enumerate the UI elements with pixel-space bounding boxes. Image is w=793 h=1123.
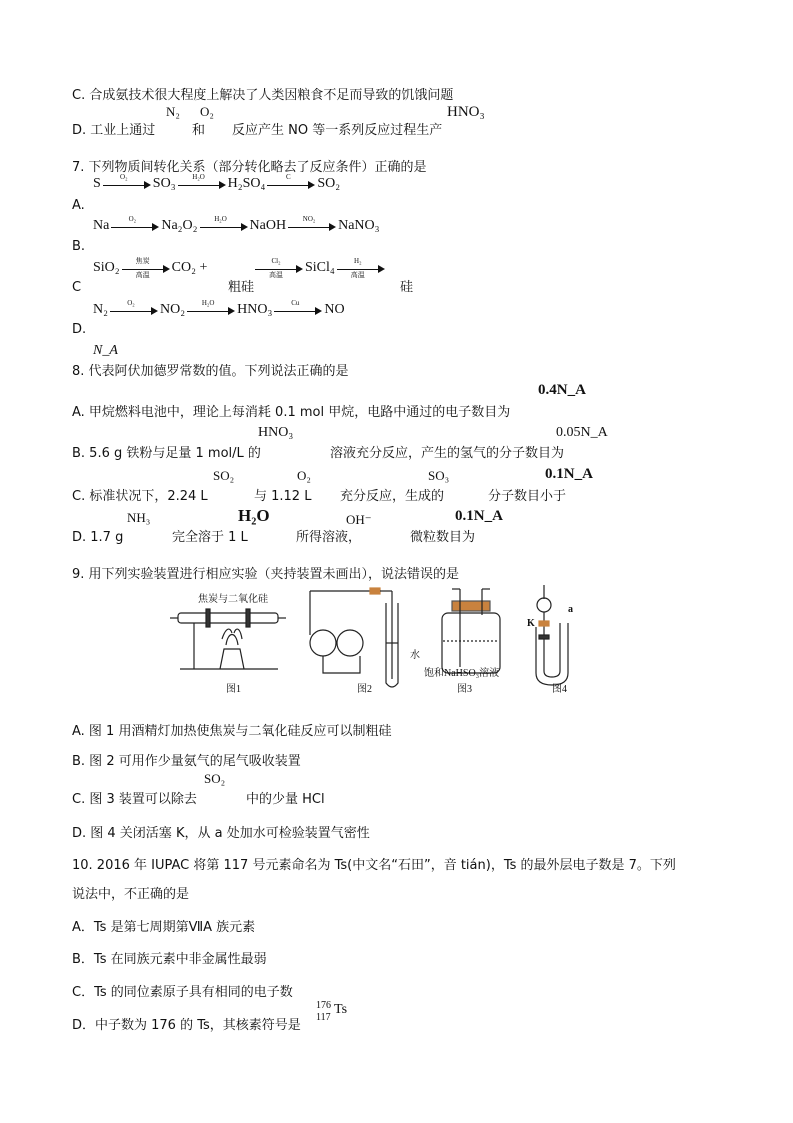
q8-d-h2o: H₂O	[238, 506, 270, 525]
q8-c-o2: O₂	[297, 468, 311, 483]
q8-b-value: 0.05N_A	[556, 425, 608, 440]
fig4-a-label: a	[568, 604, 573, 615]
arrow-icon: C	[267, 177, 315, 191]
q8-d-value: 0.1N_A	[455, 508, 503, 524]
hno3-formula: HNO₃	[447, 104, 485, 120]
arrow-icon: O₂	[110, 303, 158, 317]
q8-option-b-pre: B. 5.6 g 铁粉与足量 1 mol/L 的	[72, 446, 261, 461]
nuclide-mass-number: 176	[316, 1000, 331, 1011]
q6-option-c: C. 合成氨技术很大程度上解决了人类因粮食不足而导致的饥饿问题	[72, 88, 454, 103]
q10-option-d: D．中子数为 176 的 Ts，其核素符号是	[72, 1018, 301, 1033]
q7-option-d: D.	[72, 322, 87, 337]
chain-a-s1: S	[93, 176, 101, 191]
q10-stem-line1: 10. 2016 年 IUPAC 将第 117 号元素命名为 Ts(中文名“石田”，音 tián)，Ts 的最外层电子数是 7。下列	[72, 858, 676, 873]
arrow-icon: H₂ 高温	[337, 261, 385, 275]
q6-option-d-and: 和	[192, 123, 206, 138]
n2-formula: N₂	[166, 104, 180, 119]
fig2-water-label: 水	[410, 650, 420, 661]
arrow-icon: O₂	[103, 177, 151, 191]
chain-d-s1: N₂	[93, 302, 108, 317]
q6-option-d-prefix: D. 工业上通过	[72, 123, 156, 138]
fig4-caption: 图4	[552, 684, 567, 695]
chain-c-s2: CO₂ +	[171, 260, 208, 275]
chain-d-s2: NO₂	[160, 302, 186, 317]
o2-formula: O₂	[200, 104, 214, 119]
q8-c-so3: SO₃	[428, 468, 450, 483]
q7-c-crude-si: 粗硅	[228, 280, 255, 295]
q7-c-si: 硅	[400, 280, 414, 295]
figure-4-apparatus	[536, 585, 568, 685]
figure-3-apparatus	[442, 589, 500, 673]
q10-stem-line2: 说法中，不正确的是	[72, 887, 190, 902]
q8-option-c-pre: C. 标准状况下，2.24 L	[72, 489, 208, 504]
q8-c-value: 0.1N_A	[545, 466, 593, 482]
arrow-icon: Cl₂ 高温	[255, 261, 303, 275]
figure-2-apparatus	[310, 588, 398, 687]
q7-chain-a	[93, 172, 341, 192]
q9-option-c-suf: 中的少量 HCl	[246, 792, 325, 807]
q8-option-d-mid1: 完全溶于 1 L	[172, 530, 248, 545]
q7-option-c: C	[72, 280, 82, 295]
q8-a-value: 0.4N_A	[538, 382, 586, 398]
arrow-icon: H₂O	[178, 177, 226, 191]
q8-option-c-suf: 分子数目小于	[488, 489, 567, 504]
chain-b-s1: Na	[93, 218, 110, 233]
q9-option-a: A. 图 1 用酒精灯加热使焦炭与二氧化硅反应可以制粗硅	[72, 724, 392, 739]
q7-option-b: B.	[72, 239, 86, 254]
q9-stem: 9. 用下列实验装置进行相应实验（夹持装置未画出），说法错误的是	[72, 567, 460, 582]
q8-option-d-pre: D. 1.7 g	[72, 530, 124, 545]
q9-c-so2: SO₂	[204, 771, 226, 786]
q8-d-nh3: NH₃	[127, 510, 151, 525]
q8-option-d-mid2: 所得溶液，	[296, 530, 362, 545]
arrow-icon: 焦炭 高温	[122, 261, 170, 275]
q8-option-a: A. 甲烷燃料电池中，理论上每消耗 0.1 mol 甲烷，电路中通过的电子数目为	[72, 405, 511, 420]
q8-c-so2: SO₂	[213, 468, 235, 483]
fig1-label: 焦炭与二氧化硅	[198, 594, 268, 605]
arrow-icon: NO₂	[288, 219, 336, 233]
arrow-icon: O₂	[111, 219, 159, 233]
q10-option-c: C．Ts 的同位素原子具有相同的电子数	[72, 985, 293, 1000]
q7-chain-c-2	[253, 256, 387, 279]
q7-chain-d	[93, 298, 345, 318]
fig3-label: 饱和NaHSO₃溶液	[424, 668, 500, 679]
q8-b-hno3: HNO₃	[258, 425, 294, 440]
q7-stem: 7. 下列物质间转化关系（部分转化略去了反应条件）正确的是	[72, 160, 427, 175]
chain-d-s3: HNO₃	[237, 302, 273, 317]
chain-c-s1: SiO₂	[93, 260, 120, 275]
q9-option-b: B. 图 2 可用作少量氨气的尾气吸收装置	[72, 754, 301, 769]
chain-a-s3: H₂SO₄	[227, 176, 266, 191]
q8-option-c-mid2: 充分反应，生成的	[340, 489, 445, 504]
q8-option-b-mid: 溶液充分反应，产生的氢气的分子数目为	[330, 446, 565, 461]
q10-option-a: A．Ts 是第七周期第ⅦA 族元素	[72, 920, 256, 935]
q8-option-c-mid1: 与 1.12 L	[254, 489, 312, 504]
fig4-k-label: K	[527, 618, 535, 629]
arrow-icon: Cu	[274, 303, 322, 317]
q8-option-d-suf: 微粒数目为	[410, 530, 476, 545]
chain-d-s4: NO	[324, 302, 345, 317]
arrow-icon: H₂O	[187, 303, 235, 317]
nuclide-element-symbol: Ts	[334, 1002, 348, 1017]
q7-chain-c	[93, 256, 208, 279]
q9-option-c-pre: C. 图 3 装置可以除去	[72, 792, 197, 807]
fig3-caption: 图3	[457, 684, 472, 695]
chain-a-s2: SO₃	[152, 176, 176, 191]
fig1-caption: 图1	[226, 684, 241, 695]
figure-1-apparatus	[170, 609, 286, 669]
fig2-caption: 图2	[357, 684, 372, 695]
nuclide-atomic-number: 117	[316, 1012, 331, 1023]
q8-d-oh: OH⁻	[346, 512, 372, 527]
chain-a-s4: SO₂	[317, 176, 341, 191]
q10-option-b: B．Ts 在同族元素中非金属性最弱	[72, 952, 267, 967]
q9-option-d: D. 图 4 关闭活塞 K，从 a 处加水可检验装置气密性	[72, 826, 370, 841]
chain-c-s3: SiCl₄	[305, 260, 335, 275]
q7-chain-b	[93, 214, 380, 234]
chain-b-s4: NaNO₃	[338, 218, 380, 233]
chain-b-s3: NaOH	[249, 218, 287, 233]
chain-b-s2: Na₂O₂	[161, 218, 198, 233]
q8-stem: 8. 代表阿伏加德罗常数的值。下列说法正确的是	[72, 364, 349, 379]
q7-option-a: A.	[72, 198, 85, 213]
q6-option-d-suffix: 反应产生 NO 等一系列反应过程生产	[232, 123, 443, 138]
na-symbol: N_A	[93, 343, 118, 358]
arrow-icon: H₂O	[200, 219, 248, 233]
